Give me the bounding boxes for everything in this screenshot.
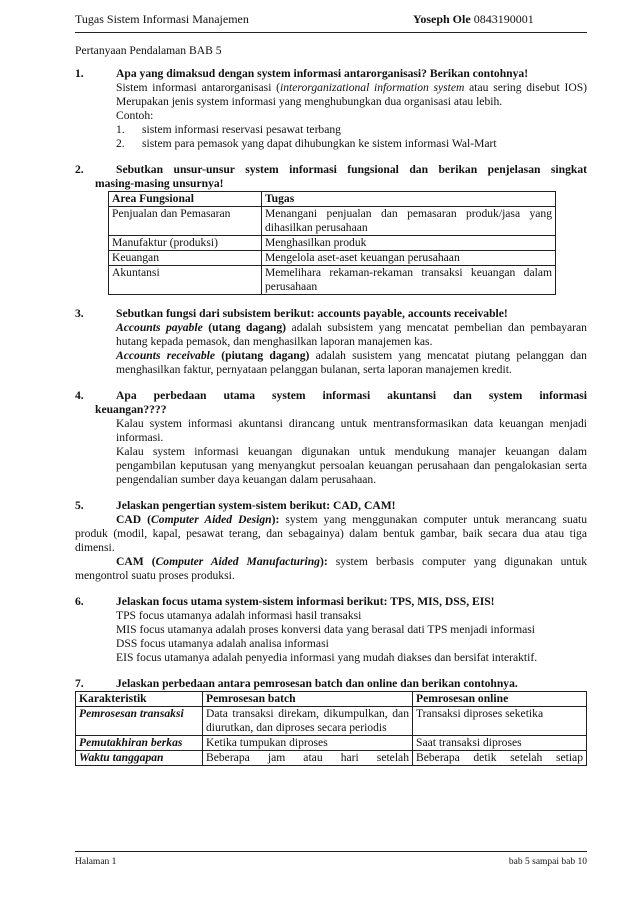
table-cell: Saat transaksi diproses [413,736,587,751]
cam-definition: CAM (Computer Aided Manufacturing): system berbasis computer yang digunakan untuk mengontrol suatu proses produksi. [75,555,588,582]
table-row [109,266,556,295]
answer-paragraph: Kalau system informasi akuntansi dirancang untuk mentransformasikan data keuangan menjadi informasi. [116,417,587,444]
header-title: Tugas Sistem Informasi Manajemen [75,12,249,26]
table-row [76,751,587,766]
header-rule [75,32,587,33]
table-header: Tugas [262,192,556,207]
question-number: 7. [75,677,84,690]
processing-comparison-table [75,691,587,766]
header-author-block [413,12,534,27]
document-body [75,44,587,766]
answer-line: MIS focus utamanya adalah proses konversi data yang berasal dati TPS menjadi informasi [116,623,535,636]
question-text: Jelaskan focus utama system-sistem informasi berikut: TPS, MIS, DSS, EIS! [116,595,495,608]
list-item: 2. sistem para pemasok yang dapat dihubungkan ke sistem informasi Wal-Mart [116,137,497,150]
question-number: 5. [75,499,84,512]
question-number: 1. [75,67,84,80]
table-cell: Pemutakhiran berkas [76,736,203,751]
question-6 [75,595,587,609]
answer-line: TPS focus utamanya adalah informasi hasil transaksi [116,609,362,622]
question-5 [75,499,587,513]
question-text: Apa perbedaan utama system informasi akuntansi dan system informasi [116,389,587,402]
footer-chapter-range: bab 5 sampai bab 10 [508,857,587,867]
example-list [116,123,587,151]
answer-4 [75,417,587,487]
table-cell: Penjualan dan Pemasaran [109,207,262,236]
table-cell: Menghasilkan produk [262,236,556,251]
question-4 [75,389,587,417]
table-row [109,236,556,251]
answer-paragraph: Accounts payable (utang dagang) adalah subsistem yang mencatat pembelian dan pembayaran hutang kepada pemasok, dan menghasilkan laporan manajemen kas. [116,321,587,348]
table-cell: Keuangan [109,251,262,266]
answer-1 [75,81,587,151]
table-header: Pemrosesan online [413,692,587,707]
question-text: Sebutkan fungsi dari subsistem berikut: accounts payable, accounts receivable! [116,307,508,320]
table-row [76,707,587,736]
question-text: Jelaskan pengertian system-sistem berikut: CAD, CAM! [116,499,396,512]
answer-paragraph: Accounts receivable (piutang dagang) adalah susistem yang mencatat piutang pelanggan dan menghasilkan faktur, pernyataan pelanggan bulanan, serta laporan manajemen kredit. [116,349,587,376]
table-cell: Transaksi diproses seketika [413,707,587,736]
answer-line: EIS focus utamanya adalah penyedia informasi yang mudah diakses dan bersifat interaktif. [116,651,538,664]
table-cell: Akuntansi [109,266,262,295]
table-cell: Ketika tumpukan diproses [203,736,413,751]
question-text-cont: keuangan???? [95,403,167,416]
answer-6 [75,609,587,665]
question-number: 3. [75,307,84,320]
header-phone: 0843190001 [473,12,534,26]
question-number: 4. [75,389,84,402]
table-header-row [109,192,556,207]
table-row [109,207,556,236]
table-row [109,251,556,266]
list-item: 1. sistem informasi reservasi pesawat terbang [116,123,341,136]
table-header: Karakteristik [76,692,203,707]
table-cell: Beberapa jam atau hari setelah [203,751,413,766]
functional-area-table [108,191,556,295]
table-cell: Waktu tanggapan [76,751,203,766]
page-footer [75,857,587,867]
question-number: 2. [75,163,84,176]
table-header: Pemrosesan batch [203,692,413,707]
table-cell: Pemrosesan transaksi [76,707,203,736]
example-label: Contoh: [116,109,154,122]
question-text: Apa yang dimaksud dengan system informasi antarorganisasi? Berikan contohnya! [116,67,529,80]
table-header: Area Fungsional [109,192,262,207]
table-cell: Memelihara rekaman-rekaman transaksi keuangan dalam perusahaan [262,266,556,295]
cad-definition: CAD (Computer Aided Design): system yang menggunakan computer untuk merancang suatu produk (modil, kapal, pesawat terang, dan sebagainya) dalam bentuk gambar, baik secara dua atau tiga dimensi. [75,513,587,554]
question-1 [75,67,587,81]
table-header-row [76,692,587,707]
footer-page-number: Halaman 1 [75,857,117,867]
answer-line: DSS focus utamanya adalah analisa informasi [116,637,329,650]
answer-paragraph: Kalau system informasi keuangan digunakan untuk mendukung manajer keuangan dalam pengambilan keputusan yang menyangkut persoalan keuangan perusahaan dan pengalokasian serta pengendalian sumber daya keuangan dalam perusahaan. [116,445,587,486]
question-3 [75,307,587,321]
page-header [75,12,587,30]
table-row [76,736,587,751]
table-cell: Manufaktur (produksi) [109,236,262,251]
header-author: Yoseph Ole [413,12,471,26]
question-2 [75,163,587,191]
answer-3 [75,321,587,377]
section-subtitle: Pertanyaan Pendalaman BAB 5 [75,44,222,57]
question-text-cont: masing-masing unsurnya! [95,177,224,190]
footer-rule [75,851,587,852]
question-number: 6. [75,595,84,608]
question-text: Sebutkan unsur-unsur system informasi fungsional dan berikan penjelasan singkat [116,163,587,176]
answer-paragraph: Sistem informasi antarorganisasi (interorganizational information system atau sering disebut IOS) Merupakan jenis system informasi yang menghubungkan dua organisasi atau lebih. [116,81,587,108]
table-cell: Data transaksi direkam, dikumpulkan, dan diurutkan, dan diproses secara periodis [203,707,413,736]
question-7 [75,677,587,691]
table-cell: Mengelola aset-aset keuangan perusahaan [262,251,556,266]
table-cell: Beberapa detik setelah setiap [413,751,587,766]
question-text: Jelaskan perbedaan antara pemrosesan batch dan online dan berikan contohnya. [116,677,518,690]
table-cell: Menangani penjualan dan pemasaran produk/jasa yang dihasilkan perusahaan [262,207,556,236]
